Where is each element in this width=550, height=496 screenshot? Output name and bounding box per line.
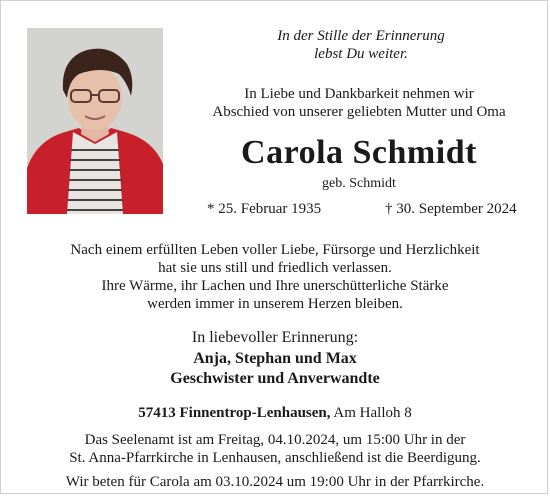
birth-name: geb. Schmidt	[322, 176, 396, 191]
service-line-3: Wir beten für Carola am 03.10.2024 um 19:00 Uhr in der Pfarrkirche.	[65, 474, 485, 490]
signature-relatives: Geschwister und Anverwandte	[170, 370, 380, 387]
address-street: Am Halloh 8	[330, 405, 412, 421]
quote-line-2: lebst Du weiter.	[314, 46, 408, 62]
address-line	[1, 404, 549, 422]
birth-date: * 25. Februar 1935	[207, 201, 322, 217]
portrait-photo	[27, 28, 163, 214]
tribute-line-3: Ihre Wärme, ihr Lachen und Ihre unerschütterliche Stärke	[101, 278, 449, 294]
intro-line-1: In Liebe und Dankbarkeit nehmen wir	[244, 86, 474, 102]
death-date: † 30. September 2024	[385, 201, 517, 217]
service-line-2: St. Anna-Pfarrkirche in Lenhausen, anschließend ist die Beerdigung.	[69, 450, 481, 466]
address-city: 57413 Finnentrop-Lenhausen,	[138, 405, 331, 421]
tribute-line-2: hat sie uns still und friedlich verlassen.	[158, 260, 392, 276]
signature-intro: In liebevoller Erinnerung:	[191, 329, 359, 346]
service-line-1: Das Seelenamt ist am Freitag, 04.10.2024, um 15:00 Uhr in der	[84, 432, 466, 448]
portrait-illustration	[27, 28, 163, 214]
intro-line-2: Abschied von unserer geliebten Mutter und Oma	[212, 104, 506, 120]
tribute-line-4: werden immer in unserem Herzen bleiben.	[147, 296, 403, 312]
signature-names: Anja, Stephan und Max	[193, 350, 357, 367]
deceased-name: Carola Schmidt	[241, 134, 477, 171]
tribute-line-1: Nach einem erfüllten Leben voller Liebe, Fürsorge und Herzlichkeit	[70, 242, 480, 258]
quote-line-1: In der Stille der Erinnerung	[277, 28, 445, 44]
